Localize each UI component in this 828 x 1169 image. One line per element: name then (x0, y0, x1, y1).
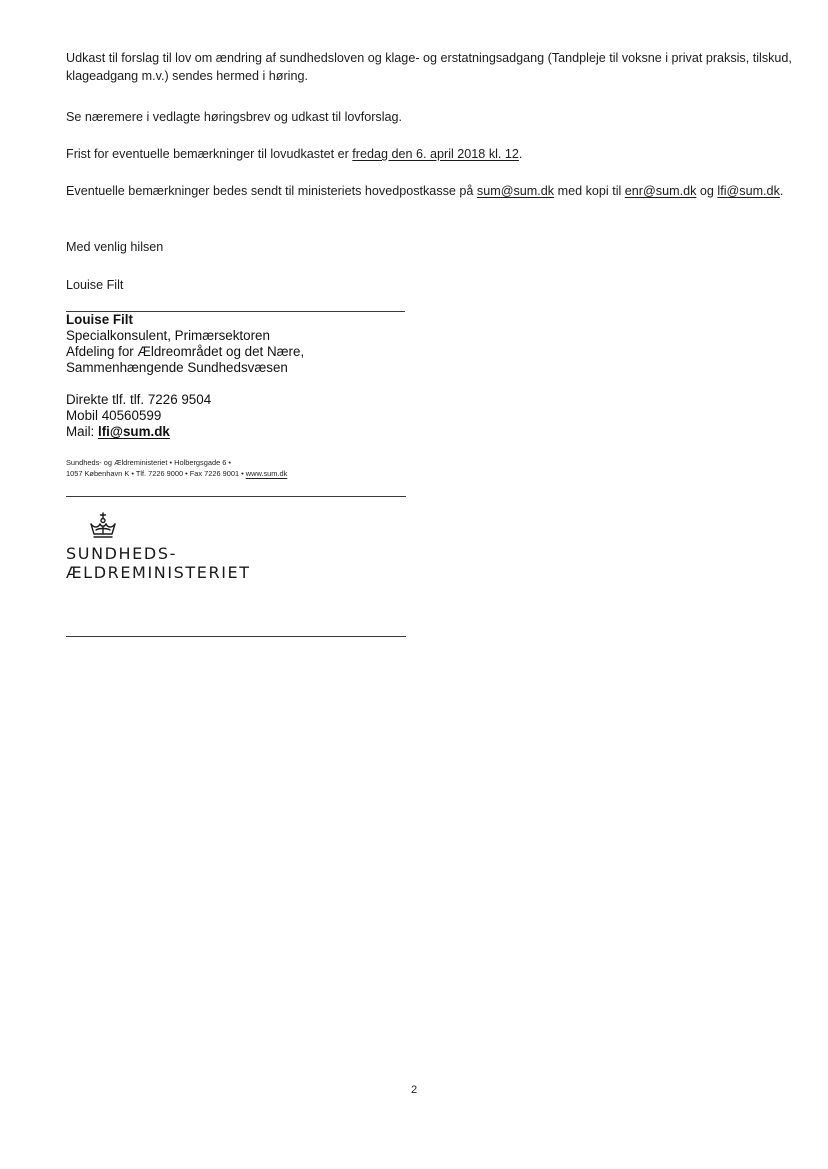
crown-icon (88, 512, 118, 542)
signature-title: Specialkonsulent, Primærsektoren (66, 328, 270, 343)
address-bottom-divider (66, 496, 406, 497)
consultation-paragraph: Udkast til forslag til lov om ændring af sundhedsloven og klage- og erstatningsadgang (Tandpleje til voksne i privat praksis, tilskud, klageadgang m.v.) sendes hermed i høring. (66, 51, 792, 83)
logo-bottom-divider (66, 636, 406, 637)
address-line-2 (66, 468, 287, 479)
signature-mail-link[interactable]: lfi@sum.dk (98, 424, 170, 439)
email-main-link[interactable]: sum@sum.dk (476, 184, 555, 198)
remarks-prefix: Eventuelle bemærkninger bedes sendt til ministeriets hovedpostkasse på (66, 184, 477, 198)
signature-unit: Sammenhængende Sundhedsvæsen (66, 360, 288, 375)
remarks-and: og (696, 184, 718, 198)
remarks-paragraph (66, 182, 796, 200)
page-number: 2 (410, 1084, 418, 1096)
remarks-middle: med kopi til (554, 184, 625, 198)
website-link[interactable]: www.sum.dk (245, 469, 288, 478)
signature-name: Louise Filt (66, 312, 133, 327)
ministry-address (66, 457, 287, 479)
logo-line-2: ÆLDREMINISTERIET (66, 563, 251, 582)
closing-greeting: Med venlig hilsen (66, 240, 164, 254)
deadline-suffix: . (518, 147, 523, 161)
email-cc1-link[interactable]: enr@sum.dk (624, 184, 697, 198)
signature-spacer (66, 376, 304, 392)
signature-mail-label: Mail: (66, 424, 98, 439)
email-cc2-link[interactable]: lfi@sum.dk (717, 184, 780, 198)
remarks-suffix: . (779, 184, 784, 198)
address-line-2-text: 1057 København K • Tlf. 7226 9000 • Fax 7226 9001 • (66, 469, 246, 478)
deadline-date: fredag den 6. april 2018 kl. 12 (352, 147, 519, 161)
signature-mail-line (66, 424, 304, 440)
signature-department: Afdeling for Ældreområdet og det Nære, (66, 344, 305, 359)
sender-name: Louise Filt (66, 278, 124, 292)
signature-block (66, 312, 304, 440)
address-line-1: Sundheds- og Ældreministeriet • Holbergsgade 6 • (66, 458, 231, 467)
logo-line-1: SUNDHEDS- (66, 544, 177, 563)
reference-paragraph: Se næremere i vedlagte høringsbrev og udkast til lovforslag. (66, 110, 402, 124)
deadline-paragraph (66, 145, 796, 163)
deadline-prefix: Frist for eventuelle bemærkninger til lovudkastet er (66, 147, 353, 161)
signature-mobile: Mobil 40560599 (66, 408, 162, 423)
ministry-logo-text (66, 544, 251, 582)
signature-phone: Direkte tlf. tlf. 7226 9504 (66, 392, 212, 407)
